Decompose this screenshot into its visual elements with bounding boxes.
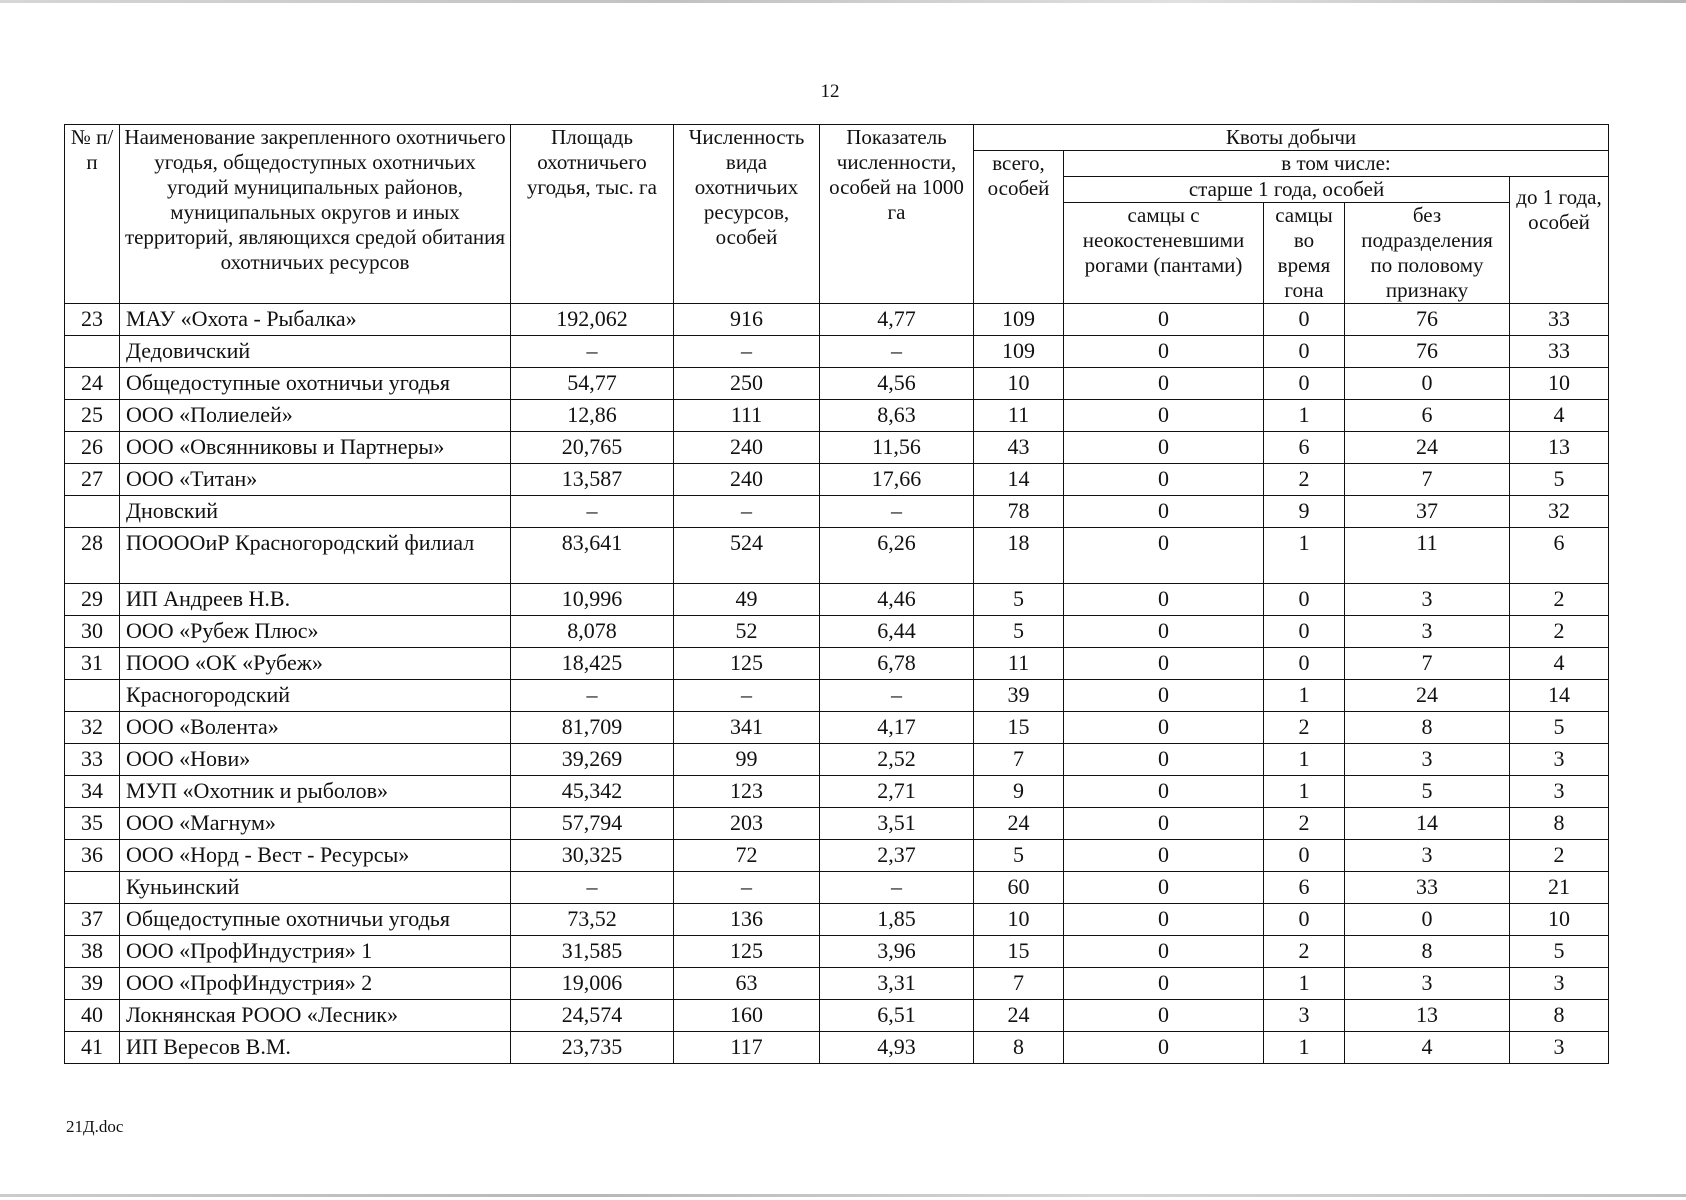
cell-population: 117 xyxy=(674,1032,820,1064)
cell-density: 6,26 xyxy=(820,528,974,584)
cell-population: 250 xyxy=(674,368,820,400)
cell-under-one: 33 xyxy=(1510,336,1609,368)
footer-filename: 21Д.doc xyxy=(66,1117,124,1136)
table-row xyxy=(65,464,1609,496)
cell-area: 24,574 xyxy=(511,1000,674,1032)
table-row xyxy=(65,872,1609,904)
cell-population: 111 xyxy=(674,400,820,432)
cell-under-one: 2 xyxy=(1510,840,1609,872)
cell-population: – xyxy=(674,496,820,528)
cell-num: 27 xyxy=(65,464,120,496)
cell-area: 192,062 xyxy=(511,304,674,336)
cell-no-sex: 76 xyxy=(1345,336,1510,368)
cell-population: 136 xyxy=(674,904,820,936)
cell-total: 5 xyxy=(974,840,1064,872)
cell-total: 10 xyxy=(974,904,1064,936)
cell-no-sex: 11 xyxy=(1345,528,1510,584)
table-row xyxy=(65,744,1609,776)
cell-rut: 0 xyxy=(1264,616,1345,648)
cell-total: 11 xyxy=(974,400,1064,432)
cell-under-one: 5 xyxy=(1510,712,1609,744)
cell-density: 8,63 xyxy=(820,400,974,432)
cell-area: 13,587 xyxy=(511,464,674,496)
cell-num: 39 xyxy=(65,968,120,1000)
cell-rut: 1 xyxy=(1264,776,1345,808)
cell-population: – xyxy=(674,872,820,904)
cell-name: Общедоступные охотничьи угодья xyxy=(120,368,511,400)
cell-velvet: 0 xyxy=(1064,776,1264,808)
cell-total: 10 xyxy=(974,368,1064,400)
cell-under-one: 4 xyxy=(1510,400,1609,432)
cell-velvet: 0 xyxy=(1064,1032,1264,1064)
header-quotas: Квоты добычи xyxy=(974,125,1609,151)
header-density: Показатель численности, особей на 1000 га xyxy=(820,125,974,304)
cell-under-one: 5 xyxy=(1510,464,1609,496)
cell-velvet: 0 xyxy=(1064,1000,1264,1032)
cell-total: 18 xyxy=(974,528,1064,584)
cell-rut: 1 xyxy=(1264,968,1345,1000)
cell-num: 37 xyxy=(65,904,120,936)
cell-velvet: 0 xyxy=(1064,808,1264,840)
header-total: всего, особей xyxy=(974,151,1064,304)
table-row xyxy=(65,1000,1609,1032)
cell-area: 20,765 xyxy=(511,432,674,464)
cell-population: 52 xyxy=(674,616,820,648)
cell-velvet: 0 xyxy=(1064,904,1264,936)
cell-name: ООО «Рубеж Плюс» xyxy=(120,616,511,648)
cell-no-sex: 24 xyxy=(1345,680,1510,712)
cell-name: ПООО «ОК «Рубеж» xyxy=(120,648,511,680)
cell-population: 240 xyxy=(674,464,820,496)
cell-total: 5 xyxy=(974,616,1064,648)
cell-total: 5 xyxy=(974,584,1064,616)
cell-rut: 0 xyxy=(1264,584,1345,616)
cell-name: МУП «Охотник и рыболов» xyxy=(120,776,511,808)
cell-rut: 1 xyxy=(1264,528,1345,584)
cell-no-sex: 14 xyxy=(1345,808,1510,840)
cell-density: 3,31 xyxy=(820,968,974,1000)
cell-density: 4,17 xyxy=(820,712,974,744)
cell-density: 1,85 xyxy=(820,904,974,936)
cell-no-sex: 3 xyxy=(1345,968,1510,1000)
cell-rut: 6 xyxy=(1264,872,1345,904)
scan-edge-top xyxy=(0,0,1686,3)
cell-rut: 9 xyxy=(1264,496,1345,528)
cell-velvet: 0 xyxy=(1064,584,1264,616)
cell-under-one: 21 xyxy=(1510,872,1609,904)
cell-name: Дедовичский xyxy=(120,336,511,368)
cell-under-one: 5 xyxy=(1510,936,1609,968)
cell-density: 2,37 xyxy=(820,840,974,872)
cell-under-one: 6 xyxy=(1510,528,1609,584)
cell-area: 19,006 xyxy=(511,968,674,1000)
cell-name: ООО «Магнум» xyxy=(120,808,511,840)
cell-under-one: 33 xyxy=(1510,304,1609,336)
cell-name: Общедоступные охотничьи угодья xyxy=(120,904,511,936)
cell-density: 6,78 xyxy=(820,648,974,680)
cell-population: 524 xyxy=(674,528,820,584)
cell-num: 35 xyxy=(65,808,120,840)
cell-num: 33 xyxy=(65,744,120,776)
cell-rut: 1 xyxy=(1264,400,1345,432)
cell-rut: 0 xyxy=(1264,368,1345,400)
cell-velvet: 0 xyxy=(1064,968,1264,1000)
cell-under-one: 3 xyxy=(1510,744,1609,776)
cell-area: 31,585 xyxy=(511,936,674,968)
cell-num: 34 xyxy=(65,776,120,808)
cell-area: 54,77 xyxy=(511,368,674,400)
cell-under-one: 32 xyxy=(1510,496,1609,528)
table-row xyxy=(65,496,1609,528)
cell-density: 4,77 xyxy=(820,304,974,336)
cell-no-sex: 5 xyxy=(1345,776,1510,808)
cell-rut: 2 xyxy=(1264,464,1345,496)
cell-population: 99 xyxy=(674,744,820,776)
cell-num: 40 xyxy=(65,1000,120,1032)
table-row xyxy=(65,432,1609,464)
page-number: 12 xyxy=(820,81,840,102)
cell-under-one: 3 xyxy=(1510,776,1609,808)
cell-rut: 2 xyxy=(1264,808,1345,840)
cell-no-sex: 76 xyxy=(1345,304,1510,336)
cell-area: – xyxy=(511,336,674,368)
cell-total: 7 xyxy=(974,744,1064,776)
cell-num xyxy=(65,872,120,904)
cell-population: 203 xyxy=(674,808,820,840)
cell-under-one: 2 xyxy=(1510,584,1609,616)
cell-num: 25 xyxy=(65,400,120,432)
cell-no-sex: 3 xyxy=(1345,584,1510,616)
cell-num xyxy=(65,680,120,712)
header-no-sex: без подразделения по половому признаку xyxy=(1345,203,1510,304)
table-row xyxy=(65,776,1609,808)
cell-name: ООО «Овсянниковы и Партнеры» xyxy=(120,432,511,464)
cell-total: 39 xyxy=(974,680,1064,712)
scan-edge-bottom xyxy=(0,1194,1686,1197)
cell-name: ООО «ПрофИндустрия» 2 xyxy=(120,968,511,1000)
cell-num: 28 xyxy=(65,528,120,584)
cell-name: Красногородский xyxy=(120,680,511,712)
table-row xyxy=(65,400,1609,432)
cell-rut: 1 xyxy=(1264,744,1345,776)
cell-name: ИП Вересов В.М. xyxy=(120,1032,511,1064)
cell-population: 123 xyxy=(674,776,820,808)
cell-density: 11,56 xyxy=(820,432,974,464)
cell-density: 6,44 xyxy=(820,616,974,648)
cell-density: – xyxy=(820,872,974,904)
cell-area: 45,342 xyxy=(511,776,674,808)
cell-velvet: 0 xyxy=(1064,528,1264,584)
cell-name: ИП Андреев Н.В. xyxy=(120,584,511,616)
cell-no-sex: 7 xyxy=(1345,464,1510,496)
cell-density: – xyxy=(820,336,974,368)
table-row xyxy=(65,904,1609,936)
cell-no-sex: 13 xyxy=(1345,1000,1510,1032)
cell-num: 29 xyxy=(65,584,120,616)
cell-name: ООО «ПрофИндустрия» 1 xyxy=(120,936,511,968)
cell-population: 916 xyxy=(674,304,820,336)
cell-density: – xyxy=(820,496,974,528)
cell-total: 11 xyxy=(974,648,1064,680)
header-rut: самцы во время гона xyxy=(1264,203,1345,304)
cell-population: 63 xyxy=(674,968,820,1000)
cell-area: 57,794 xyxy=(511,808,674,840)
cell-area: 8,078 xyxy=(511,616,674,648)
cell-density: 4,46 xyxy=(820,584,974,616)
cell-density: 6,51 xyxy=(820,1000,974,1032)
cell-name: Дновский xyxy=(120,496,511,528)
cell-population: – xyxy=(674,680,820,712)
table-row xyxy=(65,840,1609,872)
cell-no-sex: 24 xyxy=(1345,432,1510,464)
cell-area: – xyxy=(511,872,674,904)
cell-population: 341 xyxy=(674,712,820,744)
cell-density: 2,71 xyxy=(820,776,974,808)
cell-area: – xyxy=(511,680,674,712)
cell-rut: 6 xyxy=(1264,432,1345,464)
header-including: в том числе: xyxy=(1064,151,1609,177)
cell-velvet: 0 xyxy=(1064,336,1264,368)
cell-velvet: 0 xyxy=(1064,400,1264,432)
cell-under-one: 13 xyxy=(1510,432,1609,464)
header-name: Наименование закрепленного охотничьего угодья, общедоступных охотничьих угодий муниципальных районов, муниципальных округов и иных территорий, являющихся средой обитания охотничьих ресурсов xyxy=(120,125,511,304)
cell-rut: 0 xyxy=(1264,840,1345,872)
cell-name: ПООООиР Красногородский филиал xyxy=(120,528,511,584)
cell-num: 41 xyxy=(65,1032,120,1064)
cell-area: 73,52 xyxy=(511,904,674,936)
cell-under-one: 3 xyxy=(1510,968,1609,1000)
cell-total: 14 xyxy=(974,464,1064,496)
cell-rut: 0 xyxy=(1264,336,1345,368)
cell-no-sex: 33 xyxy=(1345,872,1510,904)
header-under-one: до 1 года, особей xyxy=(1510,177,1609,304)
cell-total: 15 xyxy=(974,936,1064,968)
cell-population: 72 xyxy=(674,840,820,872)
cell-rut: 3 xyxy=(1264,1000,1345,1032)
cell-density: 4,56 xyxy=(820,368,974,400)
table-row xyxy=(65,616,1609,648)
cell-rut: 1 xyxy=(1264,680,1345,712)
cell-total: 43 xyxy=(974,432,1064,464)
cell-under-one: 10 xyxy=(1510,368,1609,400)
cell-name: ООО «Нови» xyxy=(120,744,511,776)
table-row xyxy=(65,528,1609,584)
cell-velvet: 0 xyxy=(1064,680,1264,712)
cell-name: ООО «Полиелей» xyxy=(120,400,511,432)
table-row xyxy=(65,680,1609,712)
cell-rut: 2 xyxy=(1264,712,1345,744)
table-body xyxy=(65,304,1609,1064)
cell-density: 3,51 xyxy=(820,808,974,840)
cell-population: 125 xyxy=(674,648,820,680)
cell-no-sex: 8 xyxy=(1345,712,1510,744)
quota-table xyxy=(64,124,1609,1064)
cell-no-sex: 6 xyxy=(1345,400,1510,432)
table-header xyxy=(65,125,1609,304)
cell-name: МАУ «Охота - Рыбалка» xyxy=(120,304,511,336)
cell-area: 30,325 xyxy=(511,840,674,872)
cell-num: 32 xyxy=(65,712,120,744)
cell-velvet: 0 xyxy=(1064,432,1264,464)
cell-no-sex: 3 xyxy=(1345,840,1510,872)
cell-velvet: 0 xyxy=(1064,496,1264,528)
cell-no-sex: 8 xyxy=(1345,936,1510,968)
header-num: № п/п xyxy=(65,125,120,304)
cell-density: – xyxy=(820,680,974,712)
header-velvet: самцы с неокостеневшими рогами (пантами) xyxy=(1064,203,1264,304)
cell-rut: 0 xyxy=(1264,904,1345,936)
header-older: старше 1 года, особей xyxy=(1064,177,1510,203)
table-row xyxy=(65,712,1609,744)
cell-name: ООО «Титан» xyxy=(120,464,511,496)
table-row xyxy=(65,304,1609,336)
cell-total: 24 xyxy=(974,1000,1064,1032)
cell-num: 36 xyxy=(65,840,120,872)
table-row xyxy=(65,336,1609,368)
quota-table-wrapper xyxy=(64,124,1608,1064)
cell-num: 26 xyxy=(65,432,120,464)
cell-area: – xyxy=(511,496,674,528)
cell-num: 38 xyxy=(65,936,120,968)
table-row xyxy=(65,1032,1609,1064)
cell-velvet: 0 xyxy=(1064,840,1264,872)
cell-num: 31 xyxy=(65,648,120,680)
cell-no-sex: 7 xyxy=(1345,648,1510,680)
cell-num: 23 xyxy=(65,304,120,336)
cell-population: 49 xyxy=(674,584,820,616)
cell-total: 7 xyxy=(974,968,1064,1000)
cell-population: 160 xyxy=(674,1000,820,1032)
cell-rut: 0 xyxy=(1264,648,1345,680)
table-row xyxy=(65,808,1609,840)
cell-under-one: 2 xyxy=(1510,616,1609,648)
cell-velvet: 0 xyxy=(1064,368,1264,400)
cell-velvet: 0 xyxy=(1064,464,1264,496)
cell-population: 240 xyxy=(674,432,820,464)
cell-total: 60 xyxy=(974,872,1064,904)
cell-total: 9 xyxy=(974,776,1064,808)
cell-population: 125 xyxy=(674,936,820,968)
cell-num xyxy=(65,336,120,368)
cell-area: 12,86 xyxy=(511,400,674,432)
cell-total: 109 xyxy=(974,336,1064,368)
cell-velvet: 0 xyxy=(1064,616,1264,648)
cell-under-one: 14 xyxy=(1510,680,1609,712)
cell-area: 81,709 xyxy=(511,712,674,744)
cell-area: 10,996 xyxy=(511,584,674,616)
cell-total: 15 xyxy=(974,712,1064,744)
cell-total: 78 xyxy=(974,496,1064,528)
cell-num: 24 xyxy=(65,368,120,400)
table-row xyxy=(65,368,1609,400)
cell-under-one: 4 xyxy=(1510,648,1609,680)
cell-no-sex: 3 xyxy=(1345,744,1510,776)
cell-name: ООО «Норд - Вест - Ресурсы» xyxy=(120,840,511,872)
cell-under-one: 8 xyxy=(1510,808,1609,840)
cell-no-sex: 3 xyxy=(1345,616,1510,648)
cell-no-sex: 0 xyxy=(1345,904,1510,936)
table-row xyxy=(65,968,1609,1000)
cell-total: 109 xyxy=(974,304,1064,336)
cell-under-one: 3 xyxy=(1510,1032,1609,1064)
cell-velvet: 0 xyxy=(1064,872,1264,904)
cell-velvet: 0 xyxy=(1064,648,1264,680)
cell-rut: 1 xyxy=(1264,1032,1345,1064)
cell-no-sex: 37 xyxy=(1345,496,1510,528)
table-row xyxy=(65,648,1609,680)
table-row xyxy=(65,584,1609,616)
cell-population: – xyxy=(674,336,820,368)
cell-num: 30 xyxy=(65,616,120,648)
cell-rut: 2 xyxy=(1264,936,1345,968)
cell-density: 3,96 xyxy=(820,936,974,968)
cell-area: 39,269 xyxy=(511,744,674,776)
header-population: Численность вида охотничьих ресурсов, особей xyxy=(674,125,820,304)
header-area: Площадь охотничьего угодья, тыс. га xyxy=(511,125,674,304)
cell-area: 83,641 xyxy=(511,528,674,584)
cell-velvet: 0 xyxy=(1064,712,1264,744)
cell-area: 18,425 xyxy=(511,648,674,680)
cell-name: ООО «Волента» xyxy=(120,712,511,744)
cell-velvet: 0 xyxy=(1064,744,1264,776)
cell-area: 23,735 xyxy=(511,1032,674,1064)
cell-under-one: 10 xyxy=(1510,904,1609,936)
table-row xyxy=(65,936,1609,968)
cell-num xyxy=(65,496,120,528)
cell-under-one: 8 xyxy=(1510,1000,1609,1032)
cell-rut: 0 xyxy=(1264,304,1345,336)
cell-no-sex: 4 xyxy=(1345,1032,1510,1064)
cell-no-sex: 0 xyxy=(1345,368,1510,400)
cell-name: Куньинский xyxy=(120,872,511,904)
cell-total: 24 xyxy=(974,808,1064,840)
cell-density: 4,93 xyxy=(820,1032,974,1064)
cell-name: Локнянская РООО «Лесник» xyxy=(120,1000,511,1032)
cell-density: 17,66 xyxy=(820,464,974,496)
cell-density: 2,52 xyxy=(820,744,974,776)
cell-velvet: 0 xyxy=(1064,936,1264,968)
cell-total: 8 xyxy=(974,1032,1064,1064)
cell-velvet: 0 xyxy=(1064,304,1264,336)
